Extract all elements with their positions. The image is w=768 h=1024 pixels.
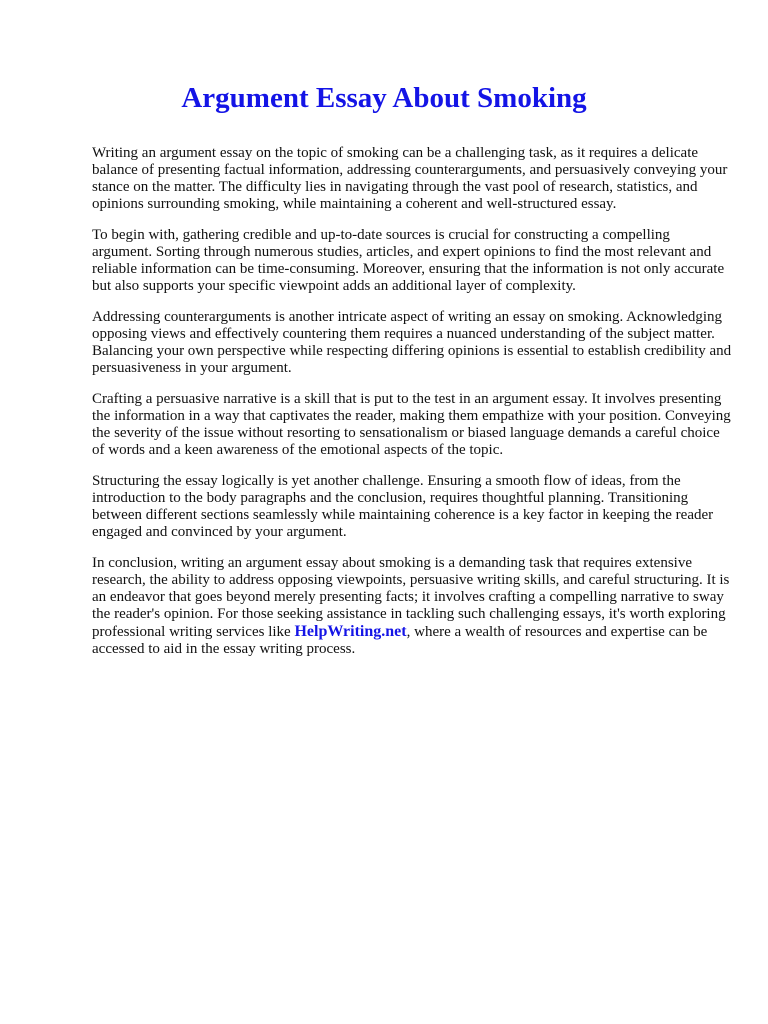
paragraph-intro: Writing an argument essay on the topic of smoking can be a challenging task, as it requires a delicate balance of presenting factual information, addressing counterarguments, and persuasively conveying your stance on the matter. The difficulty lies in navigating through the vast pool of research, statistics, and opinions surrounding smoking, while maintaining a coherent and well-structured essay. (92, 145, 728, 212)
paragraph-sources: To begin with, gathering credible and up-to-date sources is crucial for constructing a compelling argument. Sorting through numerous studies, articles, and expert opinions to find the most relevant and reliable information can be time-consuming. Moreover, ensuring that the information is not only accurate but also supports your specific viewpoint adds an additional layer of complexity. (92, 227, 725, 294)
paragraph-structure: Structuring the essay logically is yet another challenge. Ensuring a smooth flow of ideas, from the introduction to the body paragraphs and the conclusion, requires thoughtful planning. Transitioning between different sections seamlessly while maintaining coherence is a key factor in keeping the reader engaged and convinced by your argument. (92, 473, 714, 540)
essay-body (92, 145, 732, 672)
paragraph-counterarguments: Addressing counterarguments is another intricate aspect of writing an essay on smoking. Acknowledging opposing views and effectively countering them requires a nuanced understanding of the subject matter. Balancing your own perspective while respecting differing opinions is essential to establish credibility and persuasiveness in your argument. (92, 309, 732, 376)
conclusion-text-after-link: , where a wealth of resources and expertise can be accessed to aid in the essay writing process. (92, 624, 708, 657)
conclusion-text-before-link: In conclusion, writing an argument essay about smoking is a demanding task that requires extensive research, the ability to address opposing viewpoints, persuasive writing skills, and careful structuring. It is an endeavor that goes beyond merely presenting facts; it involves crafting a compelling narrative to sway the reader's opinion. For those seeking assistance in tackling such challenging essays, it's worth exploring professional writing services like (92, 555, 730, 640)
paragraph-conclusion (92, 555, 732, 658)
page-title: Argument Essay About Smoking (181, 82, 587, 114)
helpwriting-link[interactable]: HelpWriting.net (294, 623, 407, 640)
paragraph-narrative: Crafting a persuasive narrative is a skill that is put to the test in an argument essay. It involves presenting the information in a way that captivates the reader, making them empathize with your position. Conveying the severity of the issue without resorting to sensationalism or biased language demands a careful choice of words and a keen awareness of the emotional aspects of the topic. (92, 391, 731, 458)
